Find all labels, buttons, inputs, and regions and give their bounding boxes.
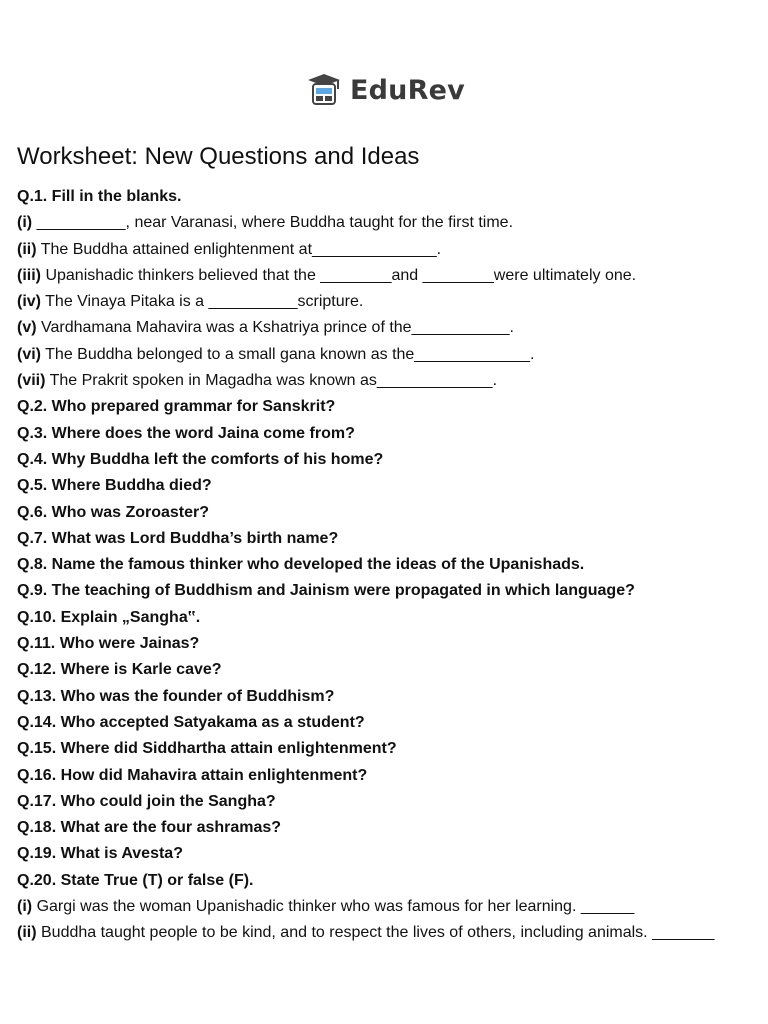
question-line (17, 868, 757, 894)
question-text: Q.10. Explain „Sangha‟. (17, 608, 201, 626)
question-text: Q.16. How did Mahavira attain enlightenment? (17, 766, 368, 784)
sub-item-text: The Prakrit spoken in Magadha was known as_____________. (49, 372, 498, 390)
question-text: Q.20. State True (T) or false (F). (17, 871, 254, 889)
sub-item-label: (v) (17, 319, 37, 337)
question-text: Q.13. Who was the founder of Buddhism? (17, 687, 335, 705)
question-line (17, 710, 757, 736)
sub-item-label: (vii) (17, 372, 46, 390)
sub-item-line (17, 342, 757, 368)
question-text: Q.5. Where Buddha died? (17, 477, 212, 495)
sub-item-line (17, 894, 757, 920)
sub-item-text: Vardhamana Mahavira was a Kshatriya prince of the___________. (41, 319, 514, 337)
sub-item-label: (i) (17, 214, 33, 232)
question-text: Q.6. Who was Zoroaster? (17, 503, 210, 521)
sub-item-label: (ii) (17, 240, 37, 258)
question-text: Q.12. Where is Karle cave? (17, 661, 222, 679)
question-text: Q.1. Fill in the blanks. (17, 188, 182, 205)
question-line (17, 763, 757, 789)
question-text: Q.17. Who could join the Sangha? (17, 792, 276, 810)
question-text: Q.11. Who were Jainas? (17, 635, 200, 653)
question-line (17, 447, 757, 473)
question-line (17, 789, 757, 815)
question-line (17, 657, 757, 683)
question-text: Q.18. What are the four ashramas? (17, 819, 282, 837)
sub-item-text: The Vinaya Pitaka is a __________scripture. (45, 293, 364, 311)
sub-item-text: Upanishadic thinkers believed that the ________and ________were ultimately one. (45, 266, 637, 284)
question-text: Q.9. The teaching of Buddhism and Jainism were propagated in which language? (17, 582, 635, 600)
question-line (17, 500, 757, 526)
question-text: Q.8. Name the famous thinker who developed the ideas of the Upanishads. (17, 556, 585, 574)
question-line (17, 473, 757, 499)
sub-item-label: (vi) (17, 345, 41, 363)
sub-item-line (17, 210, 757, 236)
sub-item-text: Gargi was the woman Upanishadic thinker who was famous for her learning. ______ (36, 898, 635, 916)
question-text: Q.3. Where does the word Jaina come from? (17, 424, 355, 442)
question-line (17, 841, 757, 867)
question-text: Q.7. What was Lord Buddha’s birth name? (17, 529, 339, 547)
worksheet-lines (17, 184, 757, 947)
question-line (17, 394, 757, 420)
question-text: Q.19. What is Avesta? (17, 845, 183, 863)
sub-item-line (17, 368, 757, 394)
sub-item-text: The Buddha attained enlightenment at______________. (40, 240, 442, 258)
sub-item-line (17, 237, 757, 263)
question-line (17, 184, 757, 210)
sub-item-text: The Buddha belonged to a small gana known as the_____________. (45, 345, 535, 363)
question-line (17, 526, 757, 552)
question-line (17, 684, 757, 710)
question-text: Q.4. Why Buddha left the comforts of his home? (17, 450, 384, 468)
question-line (17, 552, 757, 578)
question-text: Q.15. Where did Siddhartha attain enlightenment? (17, 740, 397, 758)
question-line (17, 578, 757, 604)
question-line (17, 605, 757, 631)
sub-item-line (17, 263, 757, 289)
sub-item-label: (i) (17, 898, 33, 916)
sub-item-label: (ii) (17, 924, 37, 942)
sub-item-label: (iv) (17, 293, 41, 311)
question-text: Q.14. Who accepted Satyakama as a student? (17, 713, 365, 731)
question-line (17, 736, 757, 762)
sub-item-text: __________, near Varanasi, where Buddha taught for the first time. (36, 214, 514, 232)
page-title: Worksheet: New Questions and Ideas (17, 143, 420, 170)
question-line (17, 815, 757, 841)
edurev-logo (304, 72, 465, 108)
logo-text: EduRev (350, 74, 465, 106)
sub-item-line (17, 315, 757, 341)
graduation-cap-icon (304, 72, 344, 108)
sub-item-label: (iii) (17, 266, 41, 284)
sub-item-text: Buddha taught people to be kind, and to respect the lives of others, including animals. _______ (41, 924, 715, 942)
sub-item-line (17, 289, 757, 315)
sub-item-line (17, 920, 757, 946)
question-line (17, 421, 757, 447)
question-text: Q.2. Who prepared grammar for Sanskrit? (17, 398, 336, 416)
question-line (17, 631, 757, 657)
